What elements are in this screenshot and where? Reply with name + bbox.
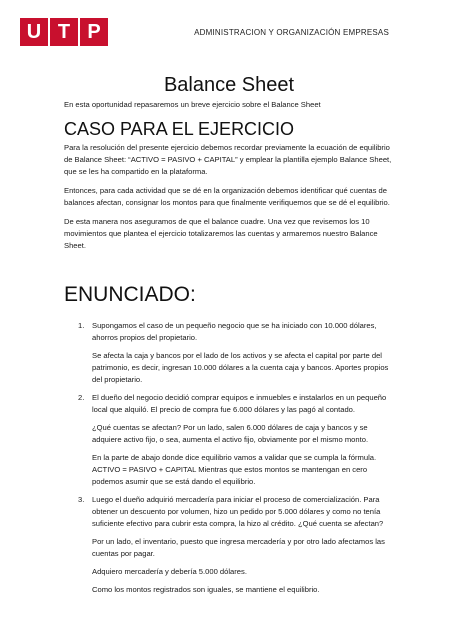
step-paragraph: Adquiero mercadería y debería 5.000 dólares. xyxy=(92,567,247,576)
step-paragraph: Luego el dueño adquirió mercadería para iniciar el proceso de comercialización. Para obtener un descuento por volumen, hizo un pedido por 5.000 dólares y como no tenía suficiente efectivo para cubrir esta compra, la hizo al crédito. ¿Qué cuenta se afectan? xyxy=(92,495,384,528)
course-title: ADMINISTRACION Y ORGANIZACIÓN EMPRESAS xyxy=(194,28,389,37)
list-item xyxy=(64,320,394,386)
list-item xyxy=(64,392,394,488)
step-paragraph: Se afecta la caja y bancos por el lado de los activos y se afecta el capital por parte del patrimonio, es decir, ingresan 10.000 dólares a la cuenta caja y bancos. Aportes propios del propietario. xyxy=(92,351,389,384)
logo-letter-p: P xyxy=(80,18,108,46)
case-paragraph: Entonces, para cada actividad que se dé en la organización debemos identificar qué cuentas de balances afectan, consignar los montos para que finalmente verifiquemos que se dé el equilibrio. xyxy=(64,186,390,207)
page-header xyxy=(0,0,453,70)
step-paragraph: En la parte de abajo donde dice equilibrio vamos a validar que se cumpla la fórmula. ACTIVO = PASIVO + CAPITAL Mientras que estos montos se mantengan en cero podemos asumir que se está dando el equilibrio. xyxy=(92,453,377,486)
statement-heading: ENUNCIADO: xyxy=(64,283,196,306)
step-paragraph: Supongamos el caso de un pequeño negocio que se ha iniciado con 10.000 dólares, ahorros propios del propietario. xyxy=(92,321,377,342)
step-paragraph: Por un lado, el inventario, puesto que ingresa mercadería y por otro lado afectamos las cuentas por pagar. xyxy=(92,537,385,558)
list-item xyxy=(64,494,394,596)
logo-letter-t: T xyxy=(50,18,78,46)
case-paragraph: De esta manera nos aseguramos de que el balance cuadre. Una vez que revisemos los 10 movimientos que plantea el ejercicio totalizaremos las cuentas y armaremos nuestro Balance Sheet. xyxy=(64,217,378,250)
document-subtitle: En esta oportunidad repasaremos un breve ejercicio sobre el Balance Sheet xyxy=(64,100,321,109)
utp-logo xyxy=(20,18,108,46)
logo-letter-u: U xyxy=(20,18,48,46)
case-heading: CASO PARA EL EJERCICIO xyxy=(64,119,295,139)
list-number: 2. xyxy=(78,393,85,402)
step-paragraph: ¿Qué cuentas se afectan? Por un lado, salen 6.000 dólares de caja y bancos y se adquiere activo fijo, o sea, aumenta el activo fijo, obviamente por el mismo monto. xyxy=(92,423,369,444)
steps-list xyxy=(64,320,394,596)
document-title: Balance Sheet xyxy=(163,74,295,96)
step-paragraph: El dueño del negocio decidió comprar equipos e inmuebles e instalarlos en un pequeño local que alquiló. El precio de compra fue 6.000 dólares y las pagó al contado. xyxy=(92,393,387,414)
list-number: 1. xyxy=(78,321,85,330)
case-paragraph: Para la resolución del presente ejercicio debemos recordar previamente la ecuación de equilibrio de Balance Sheet: “ACTIVO = PASIVO + CAPITAL” y emplear la plantilla ejemplo Balance Sheet, que se les ha compartido en la plataforma. xyxy=(64,143,392,176)
list-number: 3. xyxy=(78,495,85,504)
step-paragraph: Como los montos registrados son iguales, se mantiene el equilibrio. xyxy=(92,585,320,594)
document-body xyxy=(64,72,394,602)
